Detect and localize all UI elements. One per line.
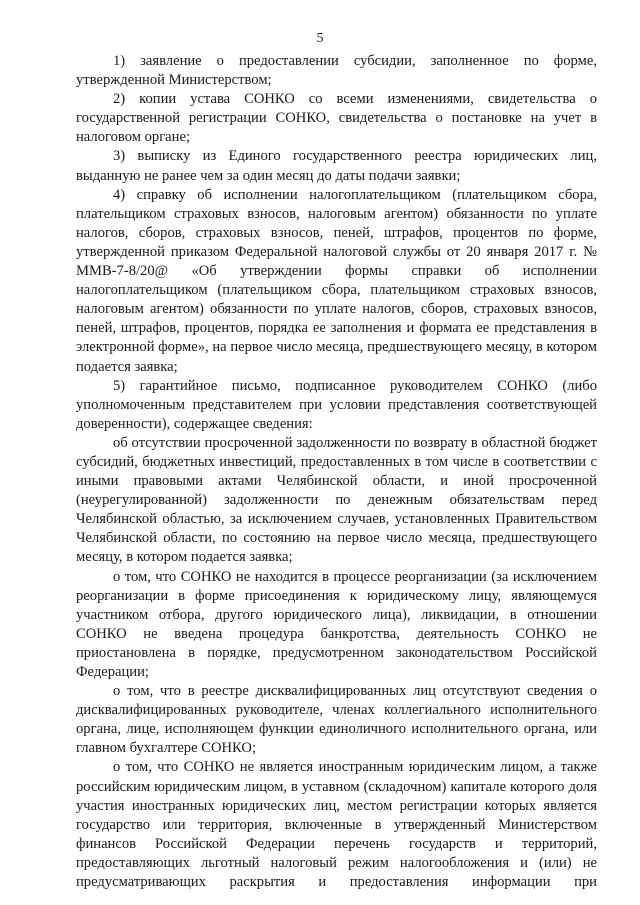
item-guarantee-letter: 5) гарантийное письмо, подписанное руководителем СОНКО (либо уполномоченным представителем при условии представления соответствующей доверенности), содержащее сведения: bbox=[76, 377, 597, 432]
item-registry-extract: 3) выписку из Единого государственного реестра юридических лиц, выданную не ранее чем за один месяц до даты подачи заявки; bbox=[76, 148, 597, 184]
clause-no-overdue-debt: об отсутствии просроченной задолженности по возврату в областной бюджет субсидий, бюджетных инвестиций, предоставленных в том числе в соответствии с иными правовыми актами Челябинской области, и иной просроченной (неурегулированной) задолженности по денежным обязательствам перед Челябинской областью, за исключением случаев, установленных Правительством Челябинской области, по состоянию на первое число месяца, предшествующего месяцу, в котором подается заявка; bbox=[76, 434, 597, 566]
item-charter-copies: 2) копии устава СОНКО со всеми изменениями, свидетельства о государственной регистрации СОНКО, свидетельства о постановке на учет в налоговом органе; bbox=[76, 91, 597, 146]
clause-no-disqualified-persons: о том, что в реестре дисквалифицированных лиц отсутствуют сведения о дисквалифицированных руководителе, членах коллегиального исполнительного органа, лице, исполняющем функции единоличного исполнительного органа, или главном бухгалтере СОНКО; bbox=[76, 683, 597, 757]
document-body bbox=[76, 52, 597, 892]
clause-no-reorganization: о том, что СОНКО не находится в процессе реорганизации (за исключением реорганизации в форме присоединения к юридическому лицу, являющемуся участником отбора, другого юридического лица), ликвидации, в отношении СОНКО не введена процедура банкротства, деятельность СОНКО не приостановлена в порядке, предусмотренном законодательством Российской Федерации; bbox=[76, 568, 597, 680]
clause-not-foreign-entity: о том, что СОНКО не является иностранным юридическим лицом, а также российским юридическим лицом, в уставном (складочном) капитале которого доля участия иностранных юридических лиц, местом регистрации которых является государство или территория, включенные в утвержденный Министерством финансов Российской Федерации перечень государств и территорий, предоставляющих льготный налоговый режим налогообложения и (или) не предусматривающих раскрытия и предоставления информации при bbox=[76, 759, 597, 891]
item-application: 1) заявление о предоставлении субсидии, заполненное по форме, утвержденной Министерством; bbox=[76, 53, 597, 89]
page-number: 5 bbox=[316, 31, 324, 46]
item-tax-certificate: 4) справку об исполнении налогоплательщиком (плательщиком сбора, плательщиком страховых взносов, налоговым агентом) обязанности по уплате налогов, сборов, страховых взносов, пеней, штрафов, процентов по форме, утвержденной приказом Федеральной налоговой службы от 20 января 2017 г. № ММВ-7-8/20@ «Об утверждении формы справки об исполнении налогоплательщиком (плательщиком сбора, плательщиком страховых взносов, налоговым агентом) обязанности по уплате налогов, сборов, страховых взносов, пеней, штрафов, процентов, порядка ее заполнения и формата ее представления в электронной форме», на первое число месяца, предшествующего месяцу, в котором подается заявка; bbox=[76, 186, 597, 375]
